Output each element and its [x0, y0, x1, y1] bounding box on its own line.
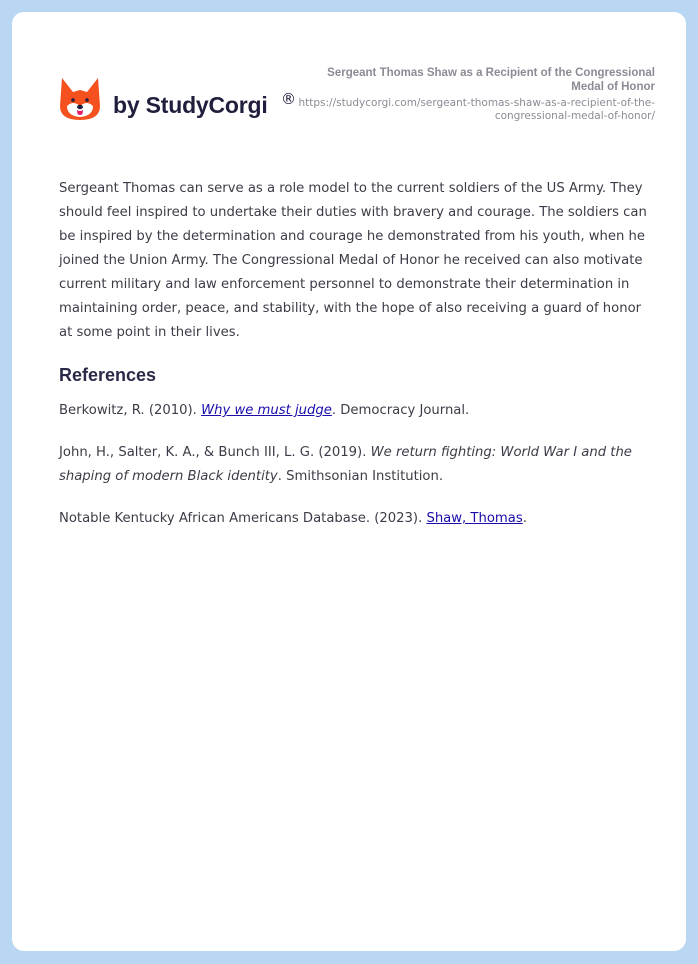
- document-title: Sergeant Thomas Shaw as a Recipient of the Congressional Medal of Honor: [327, 67, 655, 93]
- reference-item: [59, 399, 655, 423]
- document-meta: [295, 66, 655, 123]
- reference-link-shaw-thomas[interactable]: Shaw, Thomas: [426, 511, 523, 526]
- reference-source: . Smithsonian Institution.: [277, 469, 444, 484]
- logo-text: by StudyCorgi: [113, 91, 268, 118]
- document-content: [59, 177, 655, 531]
- corgi-icon: [59, 76, 101, 122]
- reference-authors: Berkowitz, R. (2010).: [59, 403, 202, 418]
- studycorgi-logo[interactable]: [59, 76, 296, 122]
- reference-item: [59, 441, 655, 489]
- document-url[interactable]: https://studycorgi.com/sergeant-thomas-shaw-as-a-recipient-of-the-congressional-medal-of-honor/: [298, 97, 655, 122]
- reference-source: .: [522, 511, 527, 526]
- reference-authors: John, H., Salter, K. A., & Bunch III, L. G. (2019).: [59, 445, 371, 460]
- reference-source: . Democracy Journal.: [331, 403, 470, 418]
- page-header: [12, 12, 686, 152]
- references-heading: References: [59, 365, 157, 385]
- reference-item: [59, 507, 655, 531]
- registered-mark-icon: ®: [281, 90, 296, 108]
- document-page: [12, 12, 686, 951]
- reference-link-why-we-must-judge[interactable]: Why we must judge: [201, 403, 332, 418]
- reference-title: We return fighting: World War I and the shaping of modern Black identity: [59, 445, 632, 484]
- reference-authors: Notable Kentucky African Americans Database. (2023).: [59, 511, 427, 526]
- body-paragraph: Sergeant Thomas can serve as a role model to the current soldiers of the US Army. They should feel inspired to undertake their duties with bravery and courage. The soldiers can be inspired by the determination and courage he demonstrated from his youth, when he joined the Union Army. The Congressional Medal of Honor he received can also motivate current military and law enforcement personnel to demonstrate their determination in maintaining order, peace, and stability, with the hope of also receiving a guard of honor at some point in their lives.: [59, 181, 647, 340]
